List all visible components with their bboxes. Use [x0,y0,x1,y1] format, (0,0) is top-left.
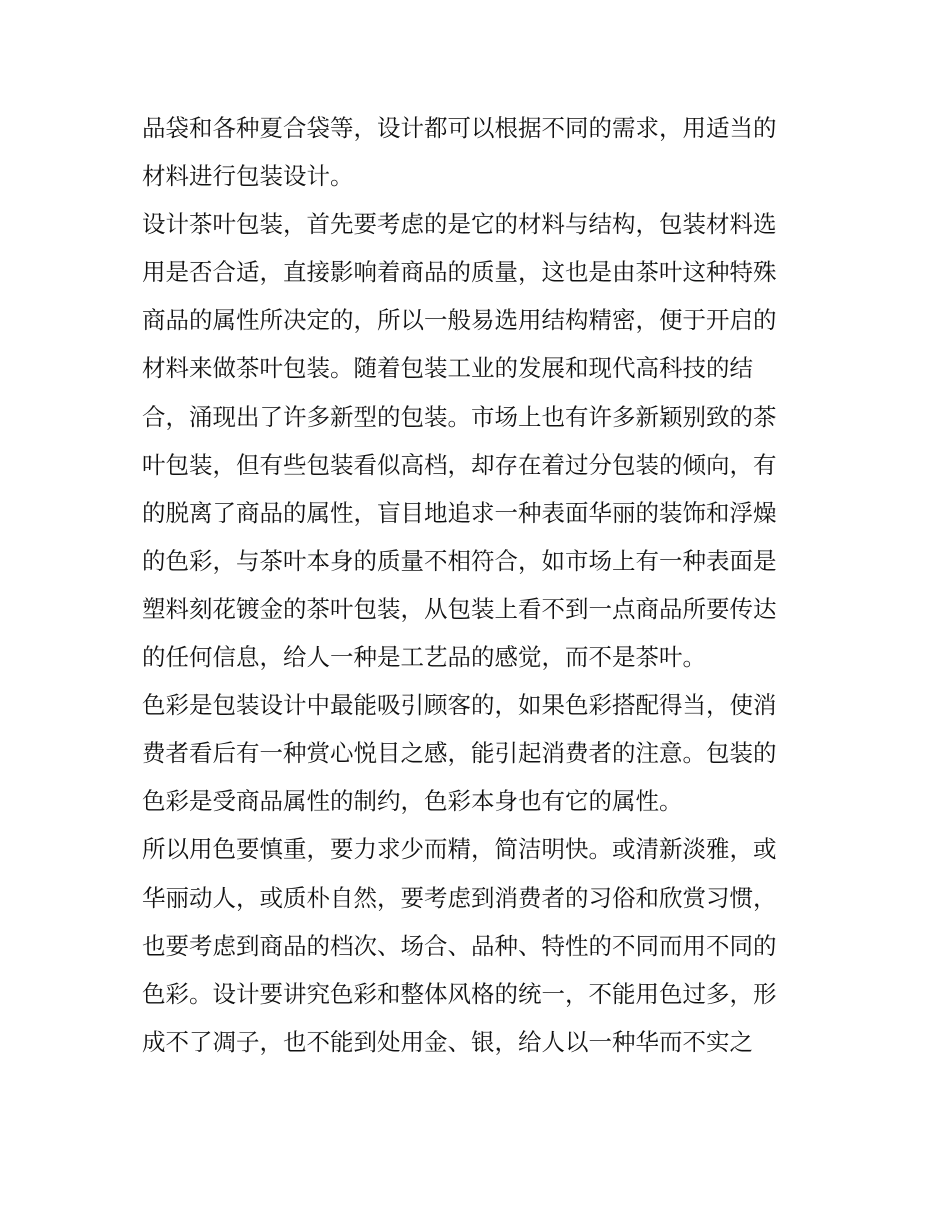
text-line: 色彩。设计要讲究色彩和整体风格的统一，不能用色过多，形 [142,979,777,1008]
text-line: 叶包装，但有些包装看似高档，却存在着过分包装的倾向，有 [142,450,777,479]
text-line: 的色彩，与茶叶本身的质量不相符合，如市场上有一种表面是 [142,546,777,575]
text-line: 的脱离了商品的属性，盲目地追求一种表面华丽的装饰和浮燥 [142,498,777,527]
text-line: 成不了凋子，也不能到处用金、银，给人以一种华而不实之 [142,1027,753,1056]
text-line: 色彩是包装设计中最能吸引顾客的，如果色彩搭配得当，使消 [142,691,777,720]
text-line: 材料来做茶叶包装。随着包装工业的发展和现代高科技的结 [142,354,753,383]
text-line: 用是否合适，直接影响着商品的质量，这也是由茶叶这种特殊 [142,258,777,287]
text-line: 品袋和各种夏合袋等，设计都可以根据不同的需求，用适当的 [142,114,777,142]
text-line: 色彩是受商品属性的制约，色彩本身也有它的属性。 [142,787,683,816]
text-line: 设计茶叶包装，首先要考虑的是它的材料与结构，包装材料选 [142,210,777,239]
body-text [142,104,822,1066]
text-line: 的任何信息，给人一种是工艺品的感觉，而不是茶叶。 [142,643,706,672]
text-line: 费者看后有一种赏心悦目之感，能引起消费者的注意。包装的 [142,739,777,768]
text-line: 材料进行包装设计。 [142,162,354,191]
text-line: 商品的属性所决定的，所以一般易选用结构精密，便于开启的 [142,306,777,335]
text-line: 所以用色要慎重，要力求少而精，简洁明快。或清新淡雅，或 [142,835,777,864]
text-line: 合，涌现出了许多新型的包装。市场上也有许多新颖别致的茶 [142,402,777,431]
text-line: 华丽动人，或质朴自然，要考虑到消费者的习俗和欣赏习惯， [142,883,777,912]
text-line: 塑料刻花镀金的茶叶包装，从包装上看不到一点商品所要传达 [142,594,777,623]
text-line: 也要考虑到商品的档次、场合、品种、特性的不同而用不同的 [142,931,777,960]
